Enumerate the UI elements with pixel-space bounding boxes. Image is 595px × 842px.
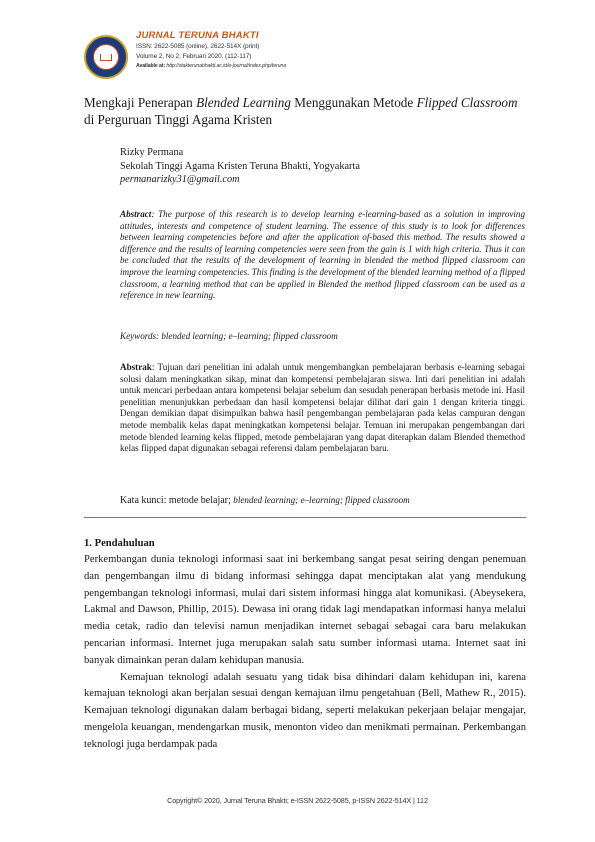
page-footer: Copyright© 2020, Jurnal Teruna Bhakti; e-ISSN 2622-5085, p-ISSN 2622-514X | 112 bbox=[167, 796, 428, 805]
available-label: Available at: bbox=[136, 63, 166, 69]
abstract-label: Abstract bbox=[120, 209, 152, 219]
available-url[interactable]: http://stakterunabhakti.ac.id/e-journal/index.php/teruna bbox=[165, 63, 286, 69]
paragraph-1: Perkembangan dunia teknologi informasi saat ini berkembang sangat pesat seiring dengan penemuan dan pengembangan ilmu di bidang informasi sehingga dapat menciptakan alat yang mendukung pengembangan teknologi informasi, mulai dari sistem informasi hingga alat komunikasi. (Abeysekera, Lakmal and Dawson, Phillip, 2015). Dewasa ini orang tidak lagi mendapatkan informasi hanya melalui media cetak, radio dan televisi namun menjadikan internet sebagai sebagai cara baru melakukan pencarian informasi. Internet juga merupakan salah satu sumber informasi utama. Internet saat ini banyak dimainkan peran dalam kehidupan manusia. bbox=[84, 554, 526, 666]
article-title: Mengkaji Penerapan Blended Learning Menggunakan Metode Flipped Classroom di Perguruan Tinggi Agama Kristen bbox=[84, 95, 518, 127]
journal-availability bbox=[136, 62, 286, 70]
author-email[interactable]: permanarizky31@gmail.com bbox=[120, 174, 240, 185]
author-block bbox=[120, 146, 500, 187]
section-divider bbox=[84, 517, 526, 518]
section-body bbox=[84, 552, 526, 754]
abstrak-label: Abstrak bbox=[120, 362, 152, 372]
author-affiliation: Sekolah Tinggi Agama Kristen Teruna Bhakti, Yogyakarta bbox=[120, 160, 360, 172]
abstract-text: : The purpose of this research is to develop learning e-learning-based as a solution in improving attitudes, interests and competence of student learning. The essence of this study is to look for differences between learning competencies before and after the application of-based this method. The results showed a difference and the results of learning competencies were seen from the gain is 1 with high criteria. Thus it can be concluded that the results of the development of learning in blended the method flipped classroom can improve the learning competencies. This finding is the development of the blended learning method of a flipped classroom, a learning method that can be applied in Blended the method flipped classroom can be used as a reference in new learning. bbox=[120, 209, 526, 301]
section-heading: 1. Pendahuluan bbox=[84, 538, 155, 549]
journal-issn: ISSN: 2622-5085 (online), 2622-514X (print) bbox=[136, 43, 260, 50]
author-name: Rizky Permana bbox=[120, 147, 184, 158]
keywords-indonesian: Kata kunci: metode belajar; blended learning; e–learning; flipped classroom bbox=[120, 495, 410, 506]
journal-logo-icon bbox=[84, 35, 128, 79]
abstract-indonesian bbox=[120, 362, 525, 455]
journal-name: JURNAL TERUNA BHAKTI bbox=[136, 30, 259, 41]
journal-volume: Volume 2, No 2, Februari 2020, (112-117) bbox=[136, 53, 252, 60]
journal-header bbox=[84, 30, 524, 80]
keywords-english: Keywords: blended learning; e–learning; flipped classroom bbox=[120, 331, 338, 341]
paragraph-2: Kemajuan teknologi adalah sesuatu yang tidak bisa dihindari dalam kehidupan ini, karena kemajuan teknologi akan berjalan sesuai dengan kemajuan ilmu pengetahuan (Bell, Mathew R., 2015). Kemajuan teknologi digunakan dalam berbagai bidang, seperti melakukan pekerjaan belajar mengajar, mengelola keuangan, mendengarkan musik, menonton video dan menikmati permainan. Perkembangan teknologi juga berdampak pada bbox=[84, 671, 526, 750]
abstrak-text: : Tujuan dari penelitian ini adalah untuk mengembangkan pembelajaran berbasis e-learning sebagai solusi dalam meningkatkan sikap, minat dan kompetensi pembelajaran siswa. Inti dari penelitian ini adalah untuk mencari perbedaan antara kompetensi belajar sebelum dan sesudah penerapan berbasis metode ini. Hasil penelitian menunjukkan perbedaan dan hasil kompetensi belajar dilihat dari gain 1 dengan kriteria tinggi. Dengan demikian dapat disimpulkan bahwa hasil pengembangan pembelajaran pada kelas campuran dengan metode membalik kelas dapat meningkatkan kompetensi belajar. Temuan ini merupakan pengembangan dari metode blended learning kelas flipped, metode pembelajaran yang dapat diterapkan dalam Blended themethod kelas flipped dapat digunakan sebagai referensi dalam pembelajaran baru. bbox=[120, 362, 525, 454]
journal-header-text bbox=[136, 30, 286, 70]
abstract-english bbox=[120, 209, 525, 302]
